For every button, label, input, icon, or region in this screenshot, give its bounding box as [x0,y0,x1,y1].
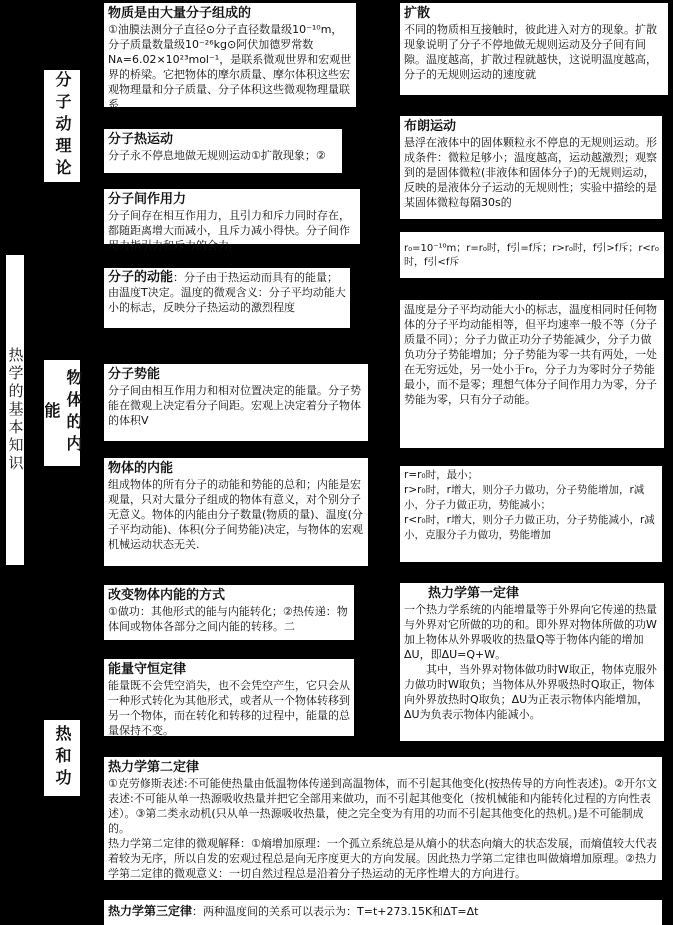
card-title: 热力学第一定律 [428,586,520,601]
card-title: 能量守恒定律 [108,662,187,677]
card-title: 布朗运动 [404,119,457,134]
card-body: 分子间存在相互作用力，且引力和斥力同时存在，都随距离增大而减小，且斥力减小得快。分子间作用力指引力和斥力的合力。 [108,209,350,252]
card-title: 物体的内能 [108,461,174,476]
card-potential-energy-relations [400,466,662,562]
card-internal-energy [104,458,368,566]
card-title: 扩散 [404,6,431,21]
card-body: 悬浮在液体中的固体颗粒永不停息的无规则运动。形成条件：微粒足够小；温度越高，运动越激烈；观察到的是固体微粒(非液体和固体分子)的无规则运动，反映的是液体分子运动的无规则性；实验中描绘的是某固体微粒每隔30s的 [404,136,657,209]
card-title: 热力学第三定律 [108,904,193,918]
card-body: ①油膜法测分子直径⊙分子直径数量级10⁻¹⁰m，分子质量数量级10⁻²⁶kg⊙阿伏加德罗常数Nᴀ=6.02×10²³mol⁻¹，是联系微观世界和宏观世界的桥梁。它把物体的摩尔质量、摩尔体积这些宏观物理量和分子质量、分子体积这些微观物理量联系 [108,23,352,111]
card-molecular-potential-energy [104,364,368,441]
card-change-internal-energy [104,585,354,640]
card-title: 热力学第二定律 [108,760,200,775]
card-title: 分子热运动 [108,132,174,147]
card-second-law [104,757,662,880]
card-body [108,270,346,315]
card-force-distance-relations [400,232,664,278]
card-title: 改变物体内能的方式 [108,588,226,603]
card-body-text: ：两种温度间的关系可以表示为：T=t+273.15K和ΔT=Δt [192,905,479,918]
card-body: 能量既不会凭空消失，也不会凭空产生，它只会从一种形式转化为其他形式，或者从一个物体转移到另一个物体，而在转化和转移的过程中，能量的总量保持不变。 [108,679,350,737]
card-body: 组成物体的所有分子的动能和势能的总和；内能是宏观量，只对大量分子组成的物体有意义，对个别分子无意义。物体的内能由分子数量(物质的量)、温度(分子平均动能)、体积(分子间势能)决定，与物体的宏观机械运动状态无关. [108,478,363,551]
card-line: r>r₀时，r增大，则分子力做功，分子势能增加，r减小，分子力做正功，势能减小； [404,484,645,511]
card-line: r=r₀时，最小； [404,469,479,481]
card-molecular-kinetic-energy [104,268,350,328]
card-intermolecular-force [104,189,360,252]
card-temperature-notes [400,300,664,448]
card-diffusion [400,3,668,95]
card-body: 分子间由相互作用力和相对位置决定的能量。分子势能在微观上决定看分子间距。宏观上决定着分子物体的体积V [108,384,361,427]
card-third-law [104,900,662,925]
card-brownian-motion [400,116,662,219]
card-title: 分子势能 [108,367,161,382]
card-body: 一个热力学系统的内能增量等于外界向它传递的热量与外界对它所做的功的和。即外界对物体所做的功W加上物体从外界吸收的热量Q等于物体内能的增加ΔU，即ΔU=Q+W。 [404,603,657,661]
card-line: r<r₀时，r增大，则分子力做正功，分子势能减小，r减小，克服分子力做功，势能增加 [404,514,655,541]
card-body: ①克劳修斯表述:不可能使热量由低温物体传递到高温物体，而不引起其他变化(按热传导的方向性表述)。②开尔文表述:不可能从单一热源吸收热量并把它全部用来做功，而不引起其他变化（按机械能和内能转化过程的方向性表述）。③第二类永动机(只从单一热源吸收热量，使之完全变为有用的功而不引起其他变化的热机。)是不可能制成的。 [108,777,658,835]
card-body: 不同的物质相互接触时，彼此进入对方的现象。扩散现象说明了分子不停地做无规则运动及分子间有间隙。温度越高，扩散过程就越快，这说明温度越高，分子的无规则运动的速度就 [404,23,657,81]
side-label-thermal-basics: 热学的基本知识 [6,255,24,565]
card-title: 物质是由大量分子组成的 [108,6,252,21]
card-energy-conservation [104,659,354,736]
card-title: 分子间作用力 [108,192,187,207]
card-body: 分子永不停息地做无规则运动①扩散现象；② [108,149,326,162]
card-body: 温度是分子平均动能大小的标志，温度相同时任何物体的分子平均动能相等，但平均速率一般不等（分子质量不同）；分子力做正功分子势能减少，分子力做负功分子势能增加；分子势能为零一共有两处，一处在无穷远处，另一处小于r₀，分子力为零时分子势能最小，而不是零；理想气体分子间作用力为零，分子势能为零，只有分子动能。 [404,303,657,406]
card-body: ①做功：其他形式的能与内能转化；②热传递：物体间或物体各部分之间内能的转移。二 [108,605,348,633]
card-molecular-motion [104,129,342,173]
card-body [108,904,658,919]
card-body: r₀=10⁻¹⁰m；r=r₀时，f引=f斥；r>r₀时，f引>f斥；r<r₀时，f引<f斥 [404,243,659,268]
card-body-2: 热力学第二定律的微观解释：①熵增加原理：一个孤立系统总是从熵小的状态向熵大的状态发展，而熵值较大代表着较为无序，所以自发的宏观过程总是向无序度更大的方向发展。因此热力学第二定律也叫做熵增加原理。②热力学第二定律的微观意义：一切自然过程总是沿着分子热运动的无序性增大的方向进行。 [108,837,657,880]
card-title: 分子的动能 [108,270,174,285]
section-molecular-theory: 分子动理论 [44,70,80,182]
section-heat-and-work: 热和功 [44,720,80,796]
section-internal-energy: 物体的内能 [44,360,80,466]
card-molecules-composition [104,3,356,111]
card-first-law [400,583,664,741]
card-body-text: ：分子由于热运动而具有的能量；由温度T决定。温度的微观含义：分子平均动能大小的标志，反映分子热运动的激烈程度 [108,271,346,314]
card-body-2: 其中，当外界对物体做功时W取正，物体克服外力做功时W取负；当物体从外界吸热时Q取正，物体向外界放热时Q取负；ΔU为正表示物体内能增加，ΔU为负表示物体内能减小。 [404,663,657,721]
